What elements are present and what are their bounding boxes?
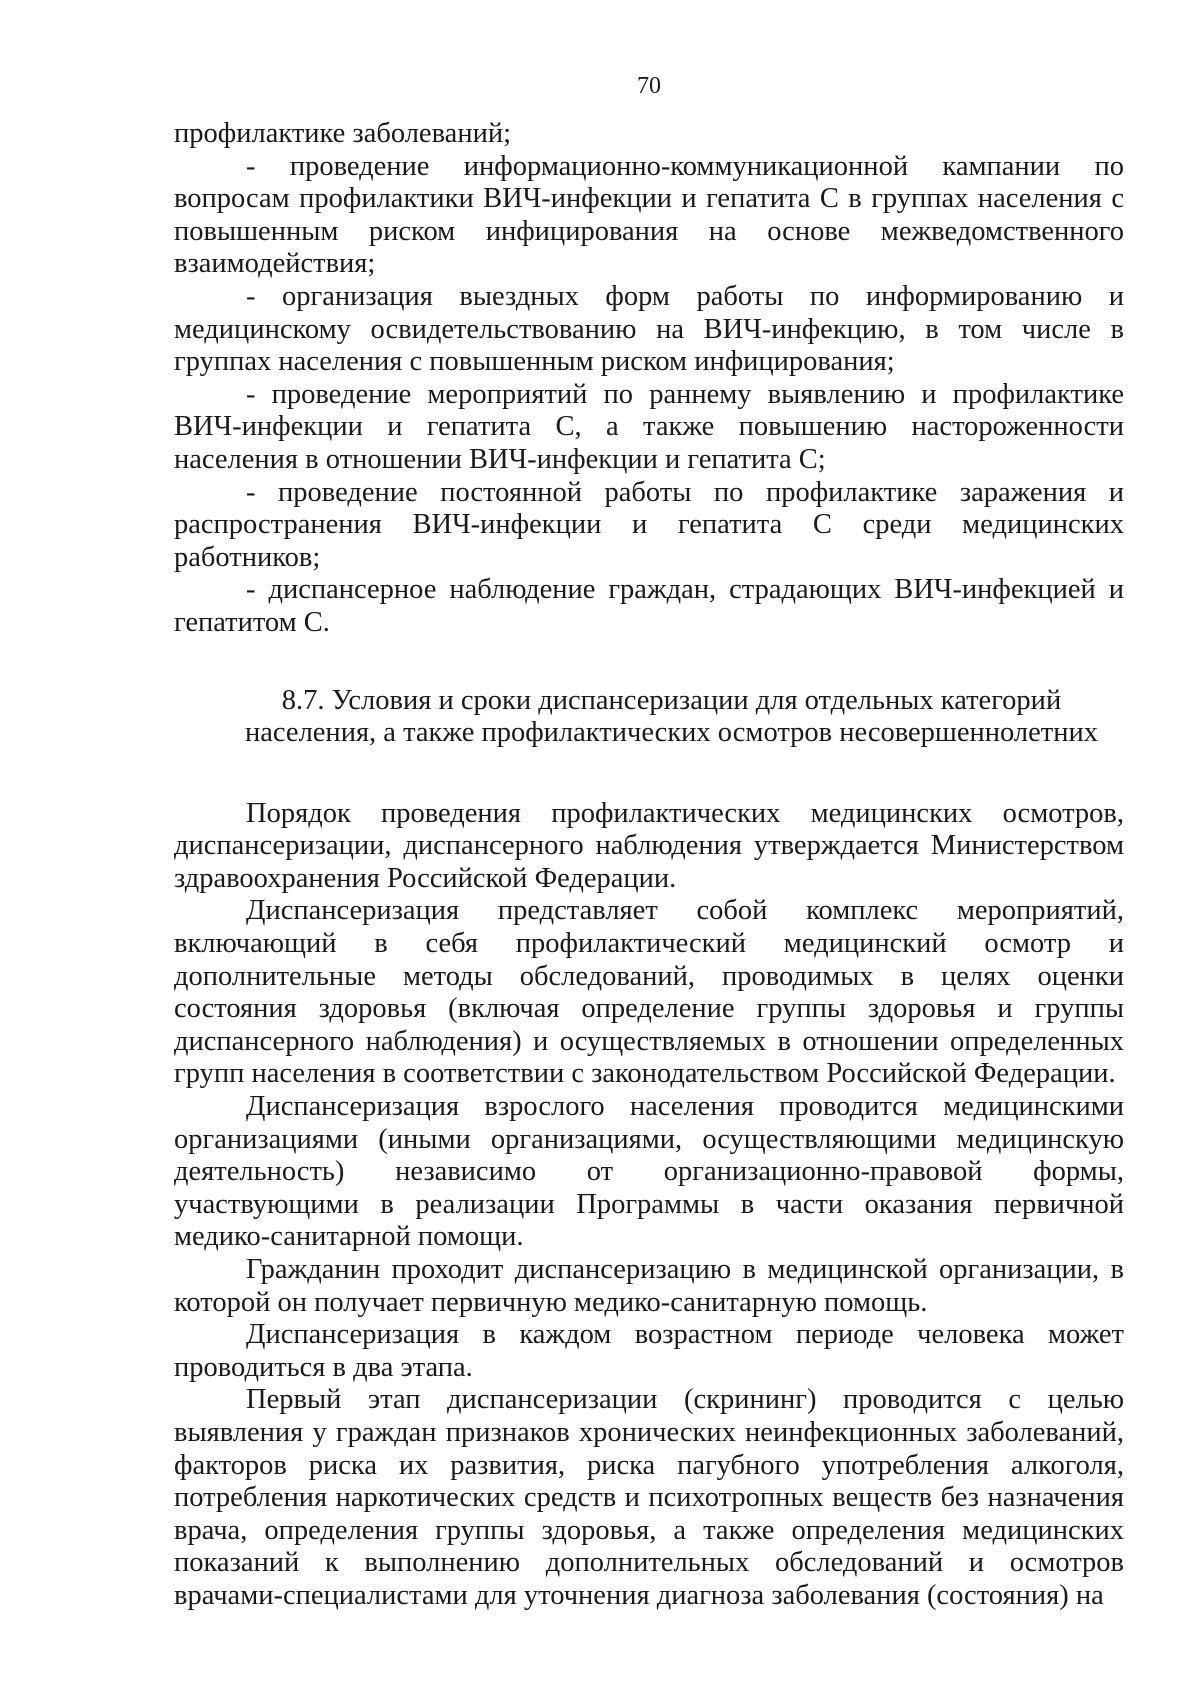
paragraph: Порядок проведения профилактических медицинских осмотров, диспансеризации, диспансерного наблюдения утверждается Министерством здравоохранения Российской Федерации.: [174, 797, 1124, 894]
document-body: [174, 118, 1124, 1613]
paragraph: Диспансеризация взрослого населения проводится медицинскими организациями (иными организациями, осуществляющими медицинскую деятельность) независимо от организационно-правовой формы, участвующими в реализации Программы в части оказания первичной медико-санитарной помощи.: [174, 1091, 1124, 1253]
list-item: - проведение постоянной работы по профилактике заражения и распространения ВИЧ-инфекции и гепатита С среди медицинских работников;: [174, 476, 1124, 573]
page-number: 70: [637, 73, 661, 99]
list-item: - организация выездных форм работы по информированию и медицинскому освидетельствованию на ВИЧ-инфекцию, в том числе в группах населения с повышенным риском инфицирования;: [174, 280, 1124, 378]
section-heading-line: населения, а также профилактических осмотров несовершеннолетних: [245, 717, 1098, 749]
section-heading-line: 8.7. Условия и сроки диспансеризации для отдельных категорий: [281, 684, 1062, 716]
paragraph: Гражданин проходит диспансеризацию в медицинской организации, в которой он получает первичную медико-санитарную помощь.: [174, 1254, 1124, 1318]
paragraph: Диспансеризация в каждом возрастном периоде человека может проводиться в два этапа.: [174, 1319, 1124, 1383]
paragraph: Диспансеризация представляет собой комплекс мероприятий, включающий в себя профилактический медицинский осмотр и дополнительные методы обследований, проводимых в целях оценки состояния здоровья (включая определение группы здоровья и группы диспансерного наблюдения) и осуществляемых в отношении определенных групп населения в соответствии с законодательством Российской Федерации.: [174, 895, 1124, 1090]
list-item: профилактике заболеваний;: [174, 118, 511, 149]
list-item: - диспансерное наблюдение граждан, страдающих ВИЧ-инфекцией и гепатитом С.: [174, 574, 1124, 638]
paragraph: Первый этап диспансеризации (скрининг) проводится с целью выявления у граждан признаков хронических неинфекционных заболеваний, факторов риска их развития, риска пагубного употребления алкоголя, потребления наркотических средств и психотропных веществ без назначения врача, определения группы здоровья, а также определения медицинских показаний к выполнению дополнительных обследований и осмотров врачами-специалистами для уточнения диагноза заболевания (состояния) на: [174, 1384, 1124, 1611]
list-item: - проведение мероприятий по раннему выявлению и профилактике ВИЧ-инфекции и гепатита С, а также повышению настороженности населения в отношении ВИЧ-инфекции и гепатита С;: [174, 378, 1124, 475]
list-item: - проведение информационно-коммуникационной кампании по вопросам профилактики ВИЧ-инфекции и гепатита С в группах населения с повышенным риском инфицирования на основе межведомственного взаимодействия;: [174, 150, 1124, 280]
section-heading: [174, 685, 1124, 750]
